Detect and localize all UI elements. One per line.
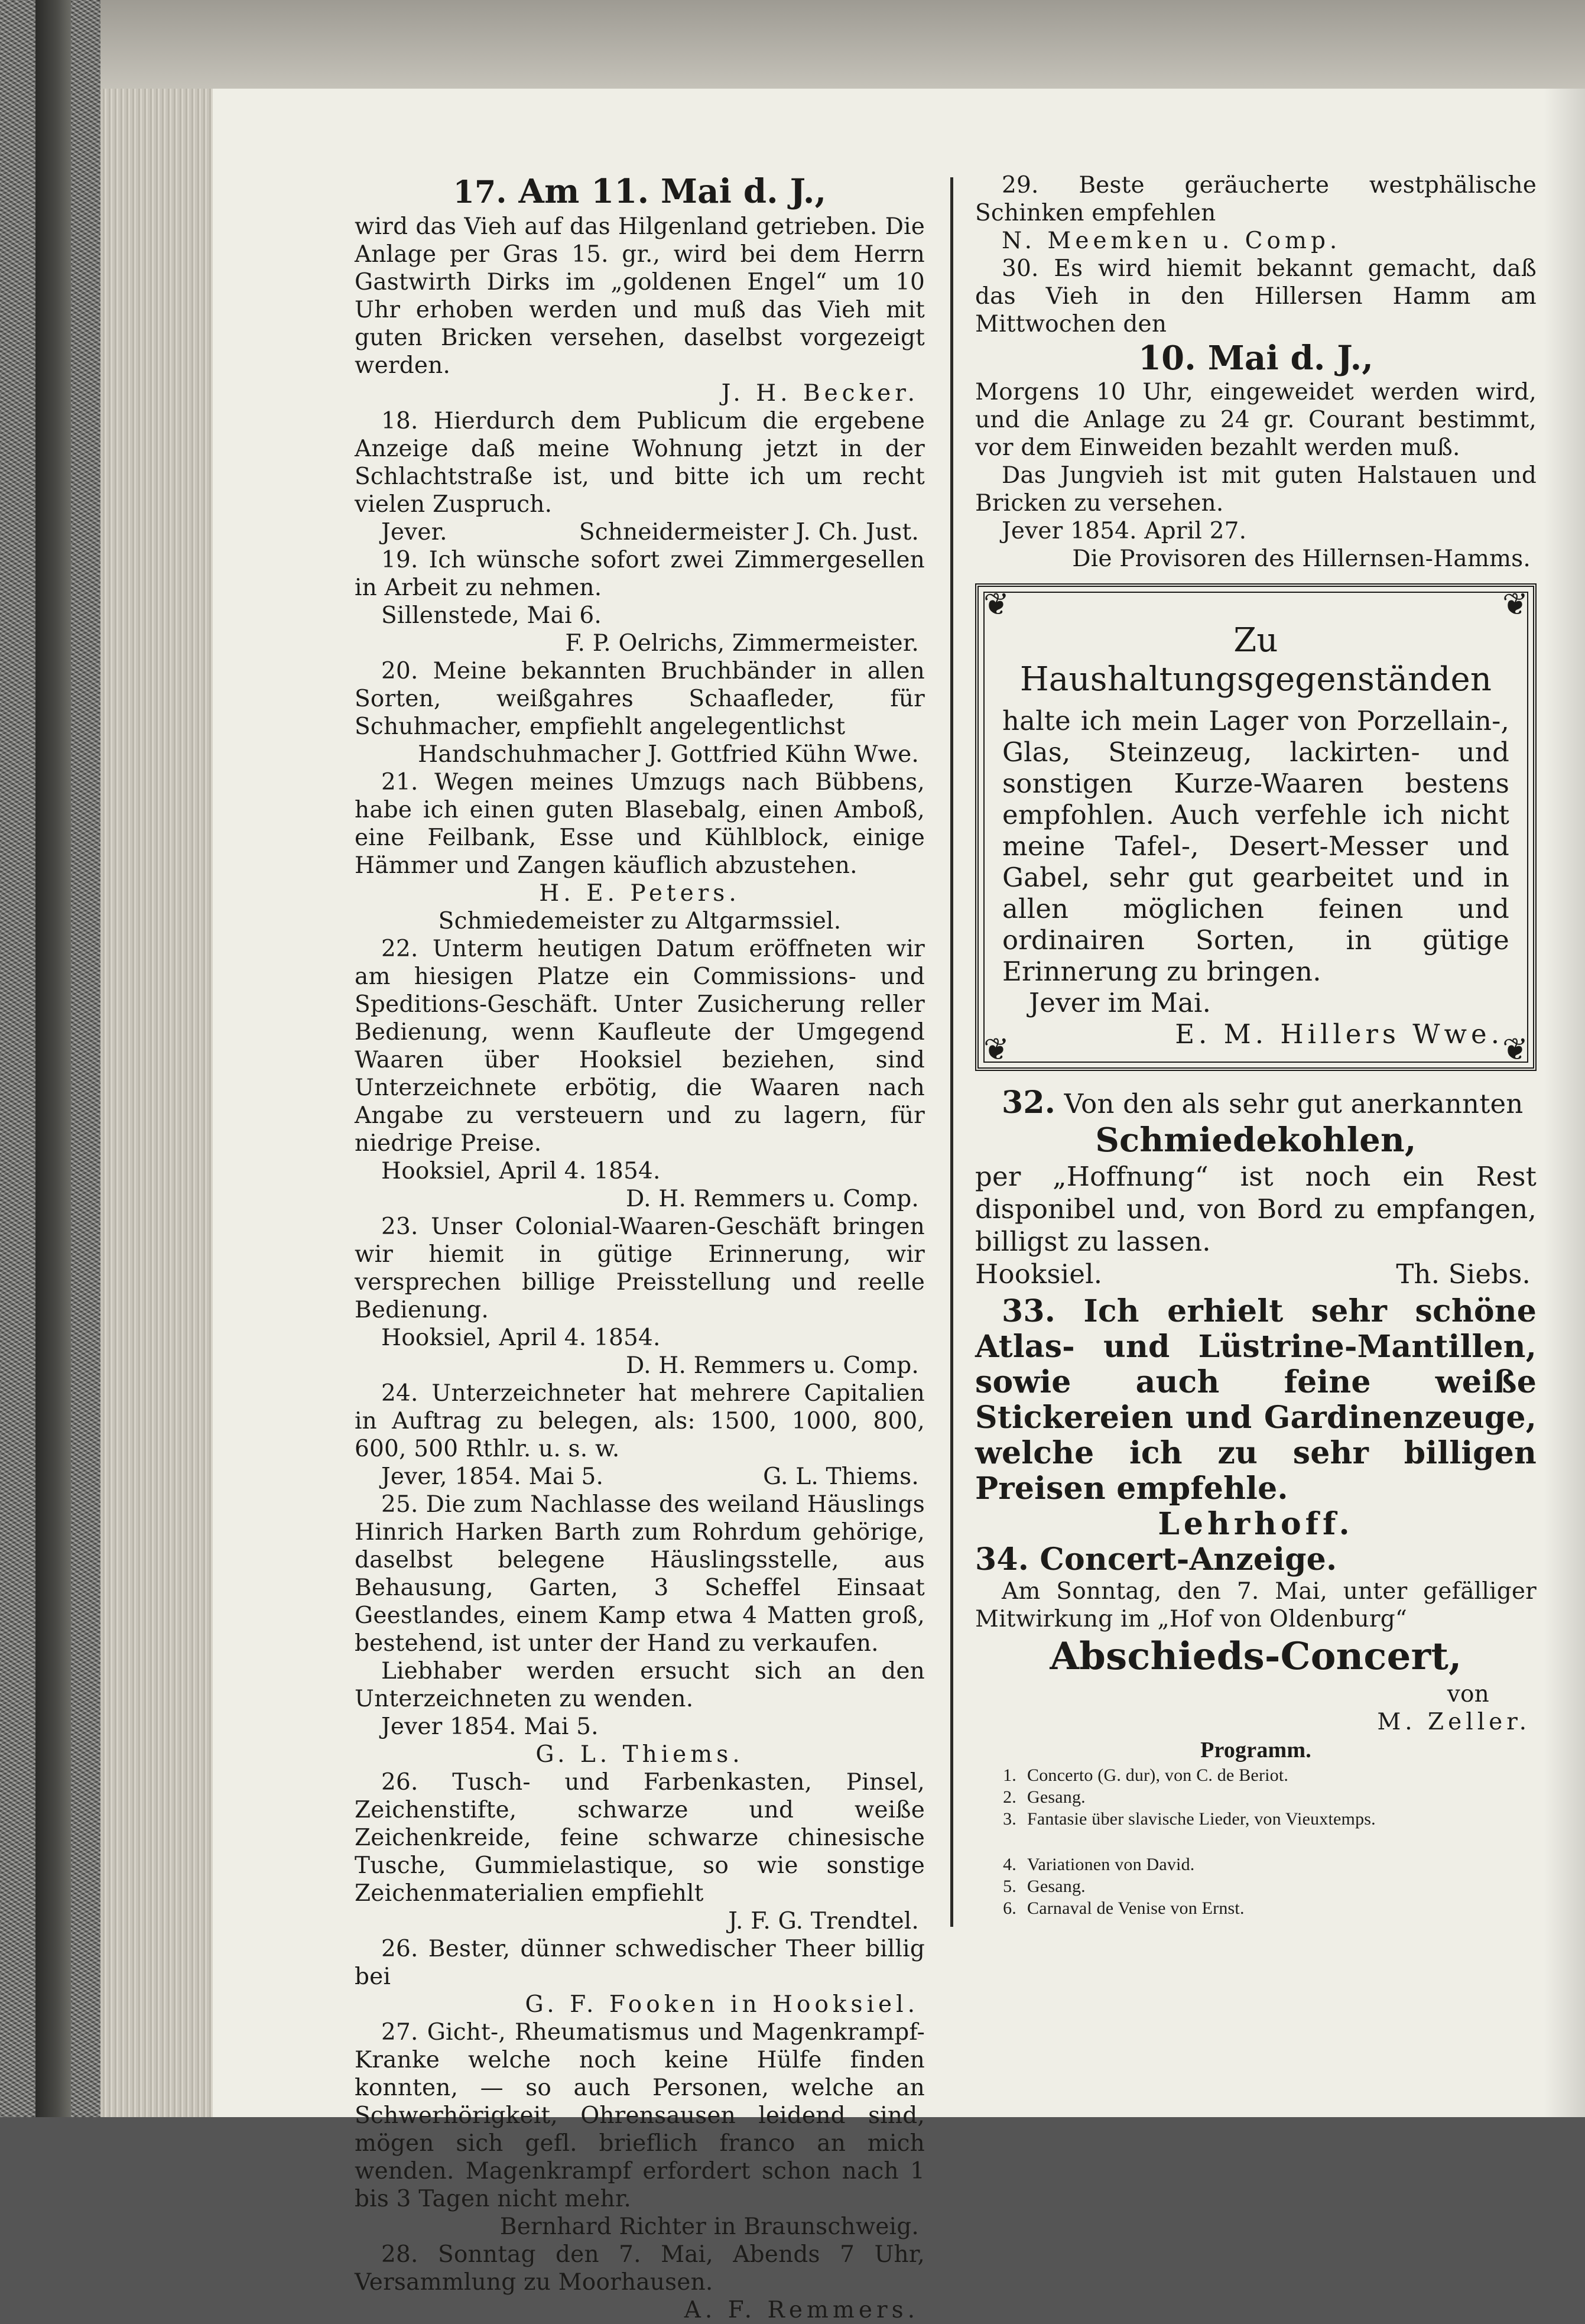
ad-18-footer <box>355 518 925 546</box>
ad-30-signature: Die Provisoren des Hillernsen-Hamms. <box>1072 546 1531 572</box>
ad-25-text-2: Liebhaber werden ersucht sich an den Unterzeichneten zu wenden. <box>355 1658 925 1712</box>
ad-27-signature: Bernhard Richter in Braunschweig. <box>499 2213 919 2240</box>
program-item <box>975 1897 1537 1919</box>
page-top-edge <box>0 0 1585 89</box>
program-item-number: 2. <box>1003 1787 1016 1807</box>
corner-ornament-icon: ❦ <box>983 587 1009 622</box>
ad-25-place: Jever 1854. Mai 5. <box>381 1713 599 1740</box>
program-item-title: Fantasie über slavische Lieder, von Vieuxtemps. <box>1027 1809 1376 1829</box>
ad-18-text: 18. Hierdurch dem Publicum die ergebene Anzeige daß meine Wohnung jetzt in der Schlachtstraße ist, und bitte ich um recht vielen Zuspruch. <box>355 408 925 518</box>
program-item <box>975 1875 1537 1897</box>
box-place: Jever im Mai. <box>1029 987 1212 1018</box>
ad-25-text: 25. Die zum Nachlasse des weiland Häuslings Hinrich Harken Barth zum Rohrdum gehörige, daselbst belegene Häuslingsstelle, aus Behausung, Garten, 3 Scheffel Einsaat Geestlandes, einem Kamp etwa 4 Matten groß, bestehend, ist unter der Hand zu verkaufen. <box>355 1491 925 1657</box>
program-item-title: Concerto (G. dur), von C. de Beriot. <box>1027 1765 1289 1785</box>
program-item <box>975 1808 1537 1830</box>
program-item <box>975 1854 1537 1875</box>
ad-24-footer <box>355 1463 925 1491</box>
ad-28-text: 28. Sonntag den 7. Mai, Abends 7 Uhr, Versammlung zu Moorhausen. <box>355 2241 925 2296</box>
ad-33-signature: Lehrhoff. <box>1158 1506 1354 1542</box>
ad-26b-signature: G. F. Fooken in Hooksiel. <box>525 1991 919 2018</box>
concert-program <box>975 1736 1537 1919</box>
ad-29-signature: N. Meemken u. Comp. <box>1002 228 1342 254</box>
ad-28-signature: A. F. Remmers. <box>684 2297 919 2323</box>
program-item-title: Gesang. <box>1027 1877 1086 1896</box>
program-item <box>975 1786 1537 1808</box>
page-shadow <box>1544 89 1585 2117</box>
ad-21-text: 21. Wegen meines Umzugs nach Bübbens, habe ich einen guten Blasebalg, einen Amboß, eine Feilbank, Esse und Kühlblock, einige Hämmer und Zangen käuflich abzustehen. <box>355 769 925 879</box>
program-item-number: 3. <box>1003 1809 1016 1829</box>
corner-ornament-icon: ❦ <box>1502 587 1528 622</box>
page-stack-edge <box>100 89 213 2117</box>
ad-34-signature: M. Zeller. <box>1377 1709 1531 1735</box>
program-item-title: Gesang. <box>1027 1787 1086 1807</box>
ad-24-text: 24. Unterzeichneter hat mehrere Capitalien in Auftrag zu belegen, als: 1500, 1000, 800, 600, 500 Rthlr. u. s. w. <box>355 1380 925 1462</box>
ornamental-ad-box <box>975 583 1537 1071</box>
book-spine <box>35 0 71 2117</box>
right-column <box>975 171 1537 1919</box>
ad-20-signature: Handschuhmacher J. Gottfried Kühn Wwe. <box>418 741 919 768</box>
ad-34-heading: 34. Concert-Anzeige. <box>975 1541 1337 1578</box>
ad-21-signature: H. E. Peters. <box>539 880 740 907</box>
corner-ornament-icon: ❦ <box>983 1032 1009 1067</box>
ad-26a-signature: J. F. G. Trendtel. <box>728 1908 919 1934</box>
ad-26b-text: 26. Bester, dünner schwedischer Theer billig bei <box>355 1936 925 1990</box>
ad-19-signature: F. P. Oelrichs, Zimmermeister. <box>565 630 919 657</box>
ad-27-text: 27. Gicht-, Rheumatismus und Magenkrampf-Kranke welche noch keine Hülfe finden konnten, — so auch Personen, welche an Schwerhörigkeit, Ohrensausen leidend sind, mögen sich gefl. brieflich franco an mich wenden. Magenkrampf erfordert schon nach 1 bis 3 Tagen nicht mehr. <box>355 2019 925 2212</box>
ad-23-text: 23. Unser Colonial-Waaren-Geschäft bringen wir hiemit in gütige Erinnerung, wir versprechen billige Preisstellung und reelle Bedienung. <box>355 1213 925 1323</box>
ad-34-text: Am Sonntag, den 7. Mai, unter gefälliger Mitwirkung im „Hof von Oldenburg“ <box>975 1578 1537 1632</box>
ad-22-place: Hooksiel, April 4. 1854. <box>381 1158 661 1184</box>
ad-30-place: Jever 1854. April 27. <box>1002 518 1247 544</box>
ad-17-text: wird das Vieh auf das Hilgenland getrieben. Die Anlage per Gras 15. gr., wird bei dem Herrn Gastwirth Dirks im „goldenen Engel“ um 10 Uhr erhoben werden und muß das Vieh mit guten Bricken versehen, daselbst vorgezeigt werden. <box>355 213 925 379</box>
ad-19-place: Sillenstede, Mai 6. <box>381 602 602 629</box>
ad-26a-text: 26. Tusch- und Farbenkasten, Pinsel, Zeichenstifte, schwarze und weiße Zeichenkreide, feine schwarze chinesische Tusche, Gummielastique, so wie sonstige Zeichenmaterialien empfiehlt <box>355 1769 925 1907</box>
ad-23-place: Hooksiel, April 4. 1854. <box>381 1325 661 1351</box>
ad-32-text-2: per „Hoffnung“ ist noch ein Rest disponibel und, von Bord zu empfangen, billigst zu lassen. <box>975 1161 1537 1257</box>
ad-number: 32. <box>1002 1085 1056 1121</box>
ad-24-signature: G. L. Thiems. <box>763 1463 919 1490</box>
ad-17-signature: J. H. Becker. <box>721 380 919 407</box>
ad-32-text-1 <box>975 1086 1537 1120</box>
ad-30-text-3: Das Jungvieh ist mit guten Halstauen und Bricken zu versehen. <box>975 462 1537 517</box>
ad-30-text: 30. Es wird hiemit bekannt gemacht, daß das Vieh in den Hillersen Hamm am Mittwochen den <box>975 255 1537 337</box>
program-item-title: Variationen von David. <box>1027 1855 1195 1874</box>
ad-headline: Am 11. Mai d. J., <box>518 172 827 211</box>
ad-number: 17. <box>453 174 507 210</box>
ad-34-title: Abschieds-Concert, <box>1050 1634 1462 1679</box>
ad-33-text: 33. Ich erhielt sehr schöne Atlas- und Lüstrine-Mantillen, sowie auch feine weiße Stickereien und Gardinenzeuge, welche ich zu sehr billigen Preisen empfehle. <box>975 1293 1537 1507</box>
program-item-number: 1. <box>1003 1765 1016 1785</box>
ad-32-headline: Schmiedekohlen, <box>1095 1121 1417 1160</box>
ad-23-signature: D. H. Remmers u. Comp. <box>626 1352 919 1379</box>
ad-17-heading <box>355 171 925 213</box>
program-title: Programm. <box>1200 1738 1311 1763</box>
left-column <box>355 171 925 2324</box>
program-item-title: Carnaval de Venise von Ernst. <box>1027 1898 1245 1918</box>
ad-32-footer <box>975 1258 1537 1290</box>
program-item <box>975 1764 1537 1786</box>
ad-18-signature: Schneidermeister J. Ch. Just. <box>579 519 919 546</box>
ad-19-text: 19. Ich wünsche sofort zwei Zimmergesellen in Arbeit zu nehmen. <box>355 547 925 601</box>
ad-29-text: 29. Beste geräucherte westphälische Schinken empfehlen <box>975 172 1537 226</box>
program-item-number: 6. <box>1003 1898 1016 1918</box>
program-list <box>975 1764 1537 1919</box>
box-text: halte ich mein Lager von Porzellain-, Glas, Steinzeug, lackirten- und sonstigen Kurze-Waaren bestens empfohlen. Auch verfehle ich nicht meine Tafel-, Desert-Messer und Gabel, sehr gut gearbeitet und in allen möglichen feinen und ordinairen Sorten, in gütige Erinnerung zu bringen. <box>1002 705 1509 987</box>
program-item-number: 4. <box>1003 1855 1016 1874</box>
box-signature: E. M. Hillers Wwe. <box>1175 1018 1503 1050</box>
ad-20-text: 20. Meine bekannten Bruchbänder in allen Sorten, weißgahres Schaafleder, für Schuhmacher, empfiehlt angelegentlichst <box>355 658 925 740</box>
ad-32-place: Hooksiel. <box>975 1258 1103 1290</box>
ad-24-place: Jever, 1854. Mai 5. <box>381 1463 604 1490</box>
program-item-number: 5. <box>1003 1877 1016 1896</box>
column-rule <box>950 177 953 1927</box>
ad-22-text: 22. Unterm heutigen Datum eröffneten wir am hiesigen Platze ein Commissions- und Speditions-Geschäft. Unter Zusicherung reller Bedienung, wenn Kaufleute der Umgegend Waaren über Hooksiel beziehen, sind Unterzeichnete erbötig, die Waaren nach Angabe zu versteuern und zu lagern, für niedrige Preise. <box>355 936 925 1157</box>
ad-32-signature: Th. Siebs. <box>1396 1258 1531 1290</box>
ad-30-headline: 10. Mai d. J., <box>1138 339 1374 378</box>
ad-25-signature: G. L. Thiems. <box>535 1741 744 1768</box>
ad-22-signature: D. H. Remmers u. Comp. <box>626 1186 919 1212</box>
corner-ornament-icon: ❦ <box>1502 1032 1528 1067</box>
box-title: Zu Haushaltungsgegenständen <box>1019 621 1492 699</box>
ad-30-text-2: Morgens 10 Uhr, eingeweidet werden wird, und die Anlage zu 24 gr. Courant bestimmt, vor dem Einweiden bezahlt werden muß. <box>975 379 1537 461</box>
ad-18-place: Jever. <box>381 519 447 546</box>
ad-34-von: von <box>1447 1681 1489 1708</box>
ad-21-signature-title: Schmiedemeister zu Altgarmssiel. <box>438 908 842 934</box>
ad-32-intro: Von den als sehr gut anerkannten <box>1064 1088 1524 1119</box>
